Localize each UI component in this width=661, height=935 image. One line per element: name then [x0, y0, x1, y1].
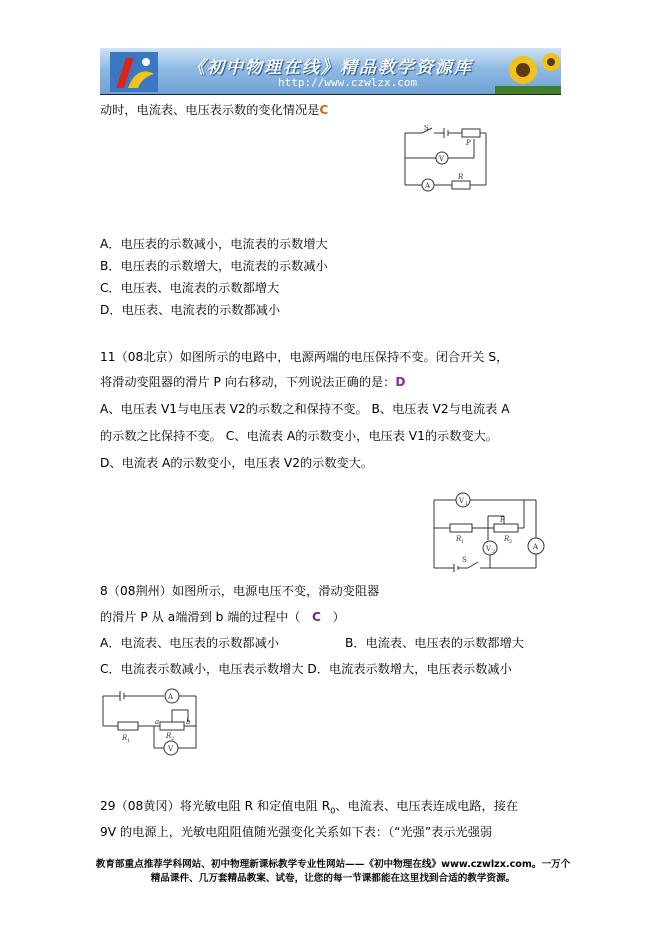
footer-line-1: 教育部重点推荐学科网站、初中物理新课标教学专业性网站——《初中物理在线》www.czwlzx.com。一万个 [95, 859, 571, 870]
label-r2-sub: 2 [171, 736, 175, 742]
label-r2: R [504, 535, 510, 543]
label-b-end: b [186, 718, 191, 726]
question-stem: 动时，电流表、电压表示数的变化情况是C [100, 103, 329, 117]
label-a: A [533, 543, 539, 551]
header-rule [100, 94, 561, 95]
label-s: S [462, 556, 467, 564]
answer-mark: D [395, 375, 406, 389]
label-a: A [425, 182, 431, 190]
label-r2: R [166, 732, 172, 740]
label-v: V [168, 745, 174, 753]
label-v2-sub: 2 [492, 549, 496, 555]
answer-mark: C [319, 103, 329, 117]
label-v1: V [459, 497, 465, 505]
q8-option-b: B．电流表、电压表的示数都增大 [345, 636, 524, 650]
site-url[interactable]: http://www.czwlzx.com [278, 76, 418, 89]
q11-line-4: 的示数之比保持不变。 C、电流表 A的示数变小，电压表 V1的示数变大。 [100, 429, 498, 443]
site-title: 《初中物理在线》精品教学资源库 [188, 58, 473, 78]
footer-line-2: 精品课件、几万套精品教案、试卷，让您的每一节课都能在这里找到合适的教学资源。 [150, 873, 516, 884]
option-d: D．电压表、电流表的示数都减小 [100, 303, 281, 317]
label-r2-sub: 2 [509, 539, 513, 545]
label-v: V [439, 155, 445, 163]
circuit-diagram-2 [428, 490, 548, 574]
label-r1-sub: 1 [127, 738, 131, 744]
q8-line-4: C．电流表示数减小，电压表示数增大 D．电流表示数增大，电压表示数减小 [100, 662, 512, 676]
q29-line-2: 9V 的电源上，光敏电阻阻值随光强变化关系如下表：（“光强”表示光强弱 [100, 825, 493, 839]
header-banner [100, 48, 561, 94]
label-r1-sub: 1 [461, 539, 465, 545]
q11-line-5: D、电流表 A的示数变小，电压表 V2的示数变大。 [100, 456, 374, 470]
q8-line-2: 的滑片 P 从 a端滑到 b 端的过程中（ C ） [100, 610, 345, 624]
label-r1: R [456, 535, 462, 543]
sunflower-image [495, 48, 561, 94]
q29-line-1: 29（08黄冈）将光敏电阻 R 和定值电阻 $R_0$、电流表、电压表连成电路，接在 [100, 799, 519, 816]
q11-line-3: A、电压表 V1与电压表 V2的示数之和保持不变。 B、电压表 V2与电流表 A [100, 402, 510, 416]
q8-line-1: 8（08荆州）如图所示，电源电压不变，滑动变阻器 [100, 584, 380, 598]
q11-line-1: 11（08北京）如图所示的电路中，电源两端的电压保持不变。闭合开关 S， [100, 350, 509, 364]
label-a-end: a [155, 718, 160, 726]
circuit-diagram-1 [400, 125, 495, 193]
option-a: A．电压表的示数减小，电流表的示数增大 [100, 237, 328, 251]
label-r1: R [122, 734, 128, 742]
label-p: P [466, 139, 471, 147]
label-p: P [500, 516, 505, 524]
label-v2: V [486, 545, 492, 553]
label-a: A [168, 693, 174, 701]
option-b: B．电压表的示数增大，电流表的示数减小 [100, 259, 328, 273]
label-s: S [424, 125, 429, 132]
label-r: R [458, 173, 464, 181]
circuit-diagram-3 [98, 686, 210, 758]
label-v1-sub: 1 [465, 501, 469, 507]
q8-option-a: A．电流表、电压表的示数都减小 [100, 636, 279, 650]
q11-line-2: 将滑动变阻器的滑片 P 向右移动，下列说法正确的是：D [100, 375, 406, 389]
answer-mark: C [312, 610, 321, 624]
site-logo [110, 52, 158, 92]
option-c: C．电压表、电流表的示数都增大 [100, 281, 280, 295]
